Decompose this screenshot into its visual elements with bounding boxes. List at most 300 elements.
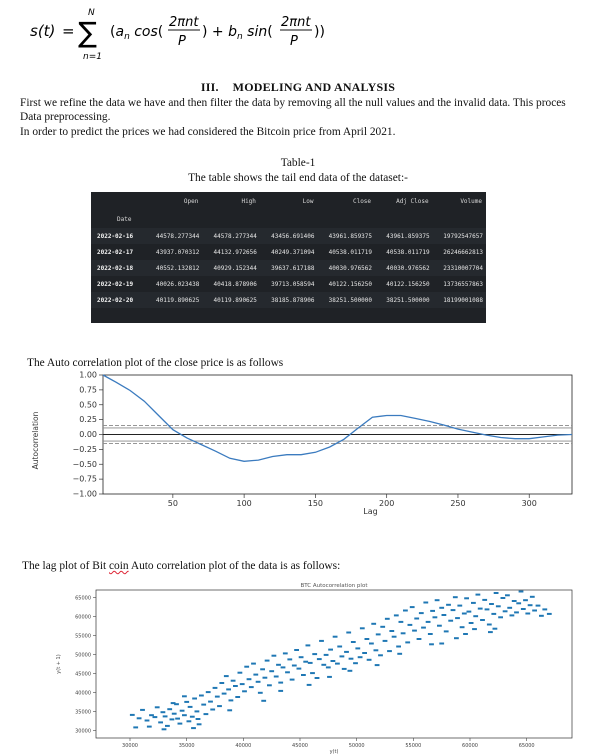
scatter-point (399, 621, 404, 623)
scatter-point (224, 675, 229, 677)
scatter-point (501, 597, 506, 599)
scatter-point (365, 638, 370, 640)
section-number: III. (200, 80, 219, 94)
scatter-point (324, 654, 329, 656)
table-cell: 19792547657 (433, 228, 486, 244)
scatter-point (342, 668, 347, 670)
scatter-point (317, 658, 322, 660)
table-cell: 44132.972656 (213, 248, 257, 256)
scatter-point (433, 616, 438, 618)
scatter-point (167, 708, 172, 710)
table-cell: 40929.152344 (202, 260, 260, 276)
scatter-point (158, 721, 163, 723)
column-header: Adj Close (396, 197, 429, 205)
scatter-point (349, 658, 354, 660)
y-tick-label: 40000 (75, 690, 91, 697)
scatter-point (199, 695, 204, 697)
scatter-point (283, 652, 288, 654)
scatter-point (374, 649, 379, 651)
table-cell: 13736557863 (443, 280, 483, 288)
lag-scatter-chart (0, 578, 596, 755)
x-tick-label: 50 (167, 499, 178, 508)
scatter-point (414, 618, 419, 620)
scatter-point (463, 633, 468, 635)
scatter-point (175, 718, 180, 720)
scatter-point (171, 702, 176, 704)
table-cell: 40552.132812 (145, 260, 203, 276)
scatter-point (401, 632, 406, 634)
scatter-point (473, 615, 478, 617)
table-cell: 40122.156250 (386, 280, 430, 288)
scatter-point (240, 683, 245, 685)
scatter-point (170, 718, 175, 720)
table-row (91, 244, 486, 260)
scatter-point (510, 614, 515, 616)
scatter-point (195, 710, 200, 712)
scatter-point (294, 649, 299, 651)
scatter-point (233, 685, 238, 687)
scatter-point (530, 596, 535, 598)
y-tick-label: −0.25 (72, 444, 97, 454)
scatter-point (217, 705, 222, 707)
scatter-point (485, 608, 490, 610)
scatter-point (187, 720, 192, 722)
scatter-point (437, 625, 442, 627)
scatter-point (451, 609, 456, 611)
y-tick-label: 50000 (75, 652, 91, 659)
row-date: 2022-02-19 (97, 280, 134, 288)
scatter-point (308, 662, 313, 664)
column-header: High (241, 197, 256, 205)
scatter-point (229, 699, 234, 701)
svg-text:s(t): s(t) (30, 22, 56, 40)
table-cell: 26246662813 (443, 248, 483, 256)
scatter-point (408, 624, 413, 626)
scatter-point (442, 614, 447, 616)
scatter-point (226, 688, 231, 690)
scatter-point (505, 594, 510, 596)
scatter-point (514, 611, 519, 613)
scatter-point (180, 710, 185, 712)
table-cell: 40249.371094 (271, 248, 315, 256)
scatter-point (247, 678, 252, 680)
scatter-point (301, 674, 306, 676)
scatter-point (419, 612, 424, 614)
scatter-point (292, 665, 297, 667)
y-tick-label: 65000 (75, 595, 91, 602)
scatter-point (428, 633, 433, 635)
scatter-point (153, 716, 158, 718)
y-tick-label: 0.50 (79, 400, 97, 410)
scatter-point (478, 608, 483, 610)
y-tick-label: 0.00 (79, 430, 97, 439)
scatter-point (439, 643, 444, 645)
svg-text:)): )) (314, 24, 325, 40)
column-header: Volume (460, 197, 482, 205)
scatter-point (444, 630, 449, 632)
x-tick-label: 60000 (462, 743, 478, 749)
scatter-point (155, 706, 160, 708)
scatter-point (208, 701, 213, 703)
scatter-point (161, 711, 166, 713)
scatter-point (512, 600, 517, 602)
scatter-point (371, 623, 376, 625)
scatter-point (412, 630, 417, 632)
scatter-point (188, 706, 193, 708)
scatter-point (417, 638, 422, 640)
scatter-point (287, 658, 292, 660)
scatter-point (297, 668, 302, 670)
scatter-point (446, 604, 451, 606)
scatter-point (242, 690, 247, 692)
scatter-point (426, 621, 431, 623)
scatter-point (328, 649, 333, 651)
scatter-point (276, 664, 281, 666)
scatter-point (471, 602, 476, 604)
y-tick-label: −1.00 (72, 489, 97, 499)
scatter-point (321, 664, 326, 666)
scatter-point (335, 663, 340, 665)
scatter-point (303, 661, 308, 663)
lag-caption (22, 560, 340, 572)
scatter-point (260, 668, 265, 670)
table-cell: 23310007704 (433, 260, 486, 276)
table-row (91, 260, 486, 276)
x-tick-label: 55000 (405, 743, 422, 749)
x-tick-label: 250 (450, 499, 466, 508)
scatter-point (258, 692, 263, 694)
scatter-point (482, 599, 487, 601)
scatter-point (307, 684, 312, 686)
y-tick-label: −0.75 (72, 474, 97, 484)
table-cell: 39637.617188 (260, 260, 318, 276)
scatter-point (362, 652, 367, 654)
paragraph-2: Data preprocessing. (20, 111, 111, 123)
scatter-point (182, 695, 187, 697)
table-cell: 43937.070312 (155, 248, 200, 256)
y-tick-label: −0.50 (72, 459, 97, 469)
scatter-point (383, 640, 388, 642)
table-caption: The table shows the tail end data of the dataset:- (188, 172, 408, 184)
scatter-point (389, 630, 394, 632)
scatter-point (182, 714, 187, 716)
scatter-point (375, 664, 380, 666)
scatter-point (360, 627, 365, 629)
lag-caption-part: Auto correlation plot of the data is as follows: (128, 560, 341, 572)
column-header: Close (352, 197, 372, 205)
table-row (91, 292, 486, 308)
scatter-point (149, 714, 154, 716)
table-cell: 38185.878906 (260, 292, 318, 308)
table-corner (91, 192, 145, 210)
scatter-point (448, 620, 453, 622)
table-cell: 43961.859375 (317, 228, 375, 244)
column-header: Low (302, 197, 314, 205)
scatter-point (197, 723, 202, 725)
scatter-point (464, 597, 469, 599)
scatter-point (337, 646, 342, 648)
y-axis-label: Autocorrelation (31, 411, 40, 470)
scatter-point (249, 686, 254, 688)
scatter-point (376, 633, 381, 635)
scatter-point (306, 644, 311, 646)
scatter-point (184, 701, 189, 703)
table-cell: 43456.691406 (260, 228, 318, 244)
scatter-point (380, 626, 385, 628)
y-axis-label: y(t + 1) (56, 654, 62, 674)
scatter-point (488, 631, 493, 633)
scatter-point (191, 727, 196, 729)
scatter-point (429, 643, 434, 645)
scatter-point (387, 650, 392, 652)
index-header: Date (117, 215, 132, 223)
scatter-point (493, 628, 498, 630)
scatter-point (378, 654, 383, 656)
scatter-point (421, 627, 426, 629)
scatter-point (532, 610, 537, 612)
scatter-point (213, 687, 218, 689)
section-title: MODELING AND ANALYSIS (232, 80, 396, 94)
x-tick-label: 40000 (235, 743, 252, 749)
scatter-point (140, 709, 145, 711)
x-tick-label: 50000 (348, 743, 365, 749)
scatter-point (147, 726, 152, 728)
scatter-point (394, 614, 399, 616)
table-label: Table-1 (280, 157, 316, 169)
svg-text:P: P (290, 34, 298, 49)
scatter-point (503, 610, 508, 612)
y-tick-label: 60000 (75, 614, 91, 621)
x-tick-label: 30000 (122, 743, 138, 749)
scatter-point (312, 653, 317, 655)
y-tick-label: 30000 (75, 728, 91, 735)
scatter-point (215, 696, 220, 698)
scatter-point (351, 641, 356, 643)
scatter-point (494, 592, 499, 594)
scatter-point (331, 660, 336, 662)
scatter-point (130, 714, 135, 716)
dataset-tail-table (91, 192, 486, 323)
scatter-point (435, 599, 440, 601)
scatter-point (326, 666, 331, 668)
row-date: 2022-02-18 (91, 260, 145, 276)
scatter-point (278, 682, 283, 684)
row-date: 2022-02-20 (91, 292, 145, 308)
lag-caption-part: The lag plot of Bit (22, 560, 109, 572)
scatter-point (516, 602, 521, 604)
scatter-point (204, 713, 209, 715)
scatter-point (238, 672, 243, 674)
scatter-point (263, 677, 268, 679)
x-tick-label: 150 (307, 499, 324, 508)
scatter-point (290, 679, 295, 681)
scatter-point (346, 632, 351, 634)
scatter-point (462, 613, 467, 615)
table-row (91, 276, 486, 292)
scatter-point (536, 605, 541, 607)
scatter-point (539, 615, 544, 617)
lag-caption-misspelled-word: coin (109, 560, 129, 572)
scatter-point (210, 709, 215, 711)
scatter-point (251, 663, 256, 665)
scatter-point (403, 610, 408, 612)
scatter-point (480, 619, 485, 621)
column-header: Open (183, 197, 199, 205)
scatter-point (272, 655, 277, 657)
table-cell: 40418.878906 (213, 280, 257, 288)
table-cell: 40538.011719 (328, 248, 373, 256)
scatter-point (267, 684, 272, 686)
scatter-point (274, 676, 279, 678)
scatter-point (519, 591, 524, 593)
table-cell: 40026.023438 (155, 280, 200, 288)
autocorrelation-chart (0, 368, 596, 518)
scatter-point (353, 662, 358, 664)
scatter-point (369, 643, 374, 645)
table-row (91, 228, 486, 244)
scatter-point (496, 605, 501, 607)
scatter-point (392, 636, 397, 638)
scatter-point (299, 656, 304, 658)
scatter-point (137, 717, 142, 719)
scatter-point (396, 646, 401, 648)
scatter-point (460, 626, 465, 628)
scatter-point (319, 640, 324, 642)
section-heading (0, 80, 596, 95)
table-cell: 44578.277344 (202, 228, 260, 244)
scatter-point (454, 637, 459, 639)
scatter-point (133, 726, 138, 728)
scatter-point (315, 677, 320, 679)
table-cell: 18199001088 (433, 292, 486, 308)
scatter-point (547, 613, 552, 615)
scatter-point (145, 720, 150, 722)
x-axis-label: y(t) (329, 749, 339, 755)
table-cell: 40119.890625 (202, 292, 260, 308)
scatter-point (165, 725, 170, 727)
svg-text:=: = (62, 22, 75, 40)
scatter-point (163, 715, 168, 717)
scatter-point (498, 616, 503, 618)
scatter-point (489, 603, 494, 605)
scatter-point (423, 602, 428, 604)
scatter-point (235, 696, 240, 698)
y-tick-label: 55000 (75, 633, 91, 640)
scatter-point (472, 628, 477, 630)
scatter-point (521, 608, 526, 610)
scatter-point (457, 605, 462, 607)
scatter-point (344, 651, 349, 653)
scatter-point (467, 611, 472, 613)
scatter-point (455, 617, 460, 619)
row-date: 2022-02-16 (91, 228, 145, 244)
data-table (91, 192, 486, 308)
y-tick-label: 0.25 (79, 415, 97, 425)
table-cell: 38251.500000 (375, 292, 433, 308)
acf-caption: The Auto correlation plot of the close price is as follows (27, 357, 284, 369)
scatter-point (525, 613, 530, 615)
x-tick-label: 65000 (518, 743, 535, 749)
scatter-point (340, 655, 345, 657)
scatter-point (397, 653, 402, 655)
scatter-point (476, 594, 481, 596)
fourier-series-formula (28, 2, 328, 64)
scatter-point (222, 693, 227, 695)
scatter-point (430, 610, 435, 612)
scatter-point (542, 608, 547, 610)
scatter-point (310, 672, 315, 674)
scatter-point (507, 607, 512, 609)
table-cell: 44578.277344 (145, 228, 203, 244)
scatter-point (528, 604, 533, 606)
svg-text:∑: ∑ (78, 16, 97, 49)
scatter-point (190, 716, 195, 718)
scatter-point (355, 647, 360, 649)
y-tick-label: 35000 (75, 709, 91, 716)
scatter-point (285, 671, 290, 673)
scatter-point (410, 606, 415, 608)
scatter-point (231, 680, 236, 682)
scatter-point (327, 676, 332, 678)
scatter-point (385, 618, 390, 620)
scatter-point (333, 636, 338, 638)
scatter-point (523, 599, 528, 601)
paragraph-1: First we refine the data we have and then filter the data by removing all the null values and the invalid data. This proces (20, 97, 566, 109)
x-tick-label: 100 (236, 499, 252, 508)
svg-text:n=1: n=1 (83, 52, 102, 62)
scatter-point (219, 682, 224, 684)
svg-text:2πnt: 2πnt (169, 15, 199, 30)
x-tick-label: 35000 (178, 743, 195, 749)
scatter-point (256, 681, 261, 683)
table-cell: 40122.156250 (328, 280, 373, 288)
paragraph-3: In order to predict the prices we had considered the Bitcoin price from April 2021. (20, 126, 396, 138)
scatter-point (491, 613, 496, 615)
scatter-point (192, 698, 197, 700)
row-date: 2022-02-17 (97, 248, 134, 256)
svg-text:2πnt: 2πnt (281, 15, 311, 30)
x-axis-label: Lag (363, 507, 378, 516)
table-cell: 40030.976562 (317, 260, 375, 276)
scatter-point (469, 622, 474, 624)
table-cell: 40538.011719 (386, 248, 430, 256)
scatter-point (253, 674, 258, 676)
scatter-point (367, 659, 372, 661)
scatter-point (196, 718, 201, 720)
svg-text:P: P (178, 34, 186, 49)
table-cell: 38251.500000 (317, 292, 375, 308)
scatter-point (348, 670, 353, 672)
scatter-point (261, 700, 266, 702)
table-cell: 43961.859375 (375, 228, 433, 244)
scatter-point (487, 624, 492, 626)
scatter-point (405, 641, 410, 643)
scatter-point (278, 690, 283, 692)
svg-text:) + bn sin(: ) + $b_n$ sin( (202, 24, 273, 42)
scatter-point (453, 596, 458, 598)
scatter-point (172, 713, 177, 715)
scatter-point (269, 670, 274, 672)
scatter-point (265, 660, 270, 662)
y-tick-label: 0.75 (79, 385, 97, 395)
y-tick-label: 45000 (75, 671, 91, 678)
scatter-point (281, 666, 286, 668)
table-cell: 39713.058594 (271, 280, 315, 288)
scatter-point (178, 723, 183, 725)
scatter-point (227, 709, 232, 711)
svg-text:N: N (88, 8, 95, 18)
scatter-point (358, 656, 363, 658)
